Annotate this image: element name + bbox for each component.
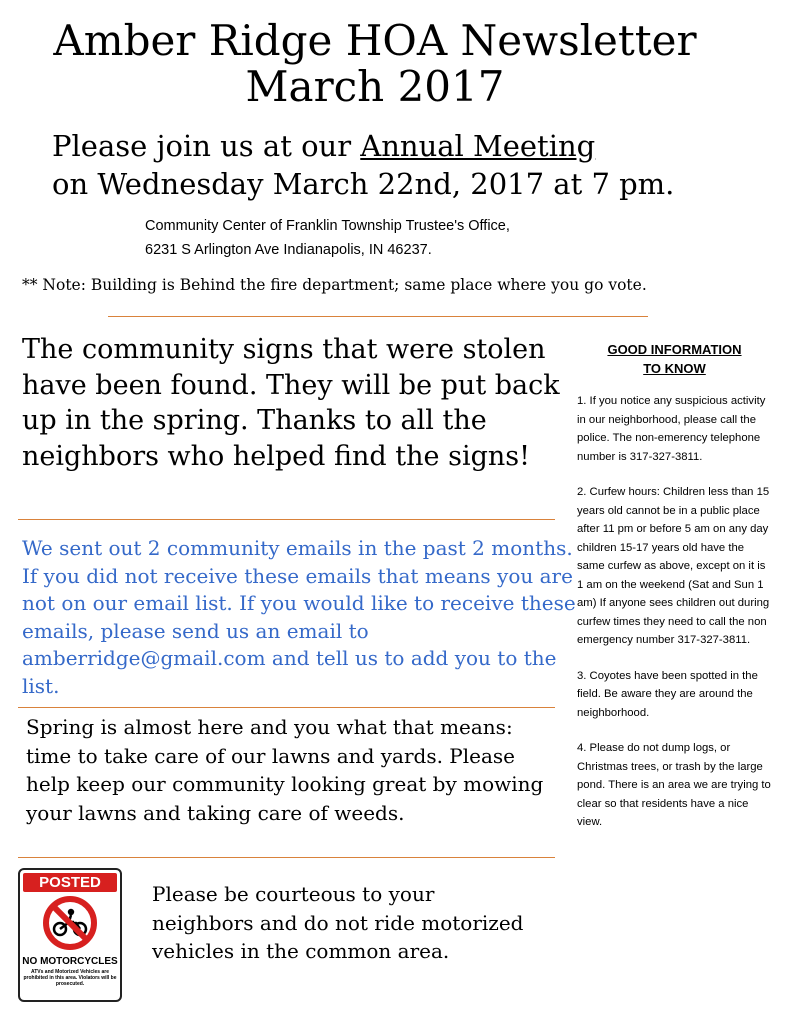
sidebar-heading [577,340,772,378]
sidebar-heading-line-1: GOOD INFORMATION [607,342,742,357]
divider-spring [18,857,555,858]
sidebar-item-dumping: 4. Please do not dump logs, or Christmas trees, or trash by the large pond. There is an area we are trying to clear so that residents have a nice view. [577,742,771,828]
sidebar-item-coyotes: 3. Coyotes have been spotted in the field. Be aware they are around the neighborhood. [577,669,758,719]
motorized-vehicles-article: Please be courteous to your neighbors and do not ride motorized vehicles in the common area. [152,882,524,963]
posted-no-motorcycles-sign [18,868,122,1002]
sign-main-text: NO MOTORCYCLES [22,956,118,967]
divider-emails [18,707,555,708]
newsletter-title [0,18,750,110]
meeting-intro: Please join us at our [52,129,361,163]
location-line-2: 6231 S Arlington Ave Indianapolis, IN 46237. [145,242,432,258]
sidebar-heading-line-2: TO KNOW [643,361,706,376]
no-motorcycle-icon [20,895,120,956]
email-list-article: We sent out 2 community emails in the past 2 months. If you did not receive these emails that means you are not on our email list. If you would like to receive these emails, please send us an email to amberridge@gmail.com and tell us to add you to the list. [22,536,576,698]
meeting-location [145,214,705,262]
signs-found-article: The community signs that were stolen have been found. They will be put back up in the spring. Thanks to all the neighbors who helped find the signs! [22,334,560,472]
meeting-line-1 [52,127,772,165]
title-line-2: March 2017 [245,62,505,111]
meeting-announcement [52,127,772,203]
title-line-1: Amber Ridge HOA Newsletter [53,16,697,65]
sign-posted-header: POSTED [23,873,117,892]
sidebar-item-curfew: 2. Curfew hours: Children less than 15 years old cannot be in a public place after 11 pm or before 5 am on any day children 15-17 years old have the same curfew as above, except on it is 1 am on the weekend (Sat and Sun 1 am) If anyone sees children out during curfew times they need to call the non emergency number 317-327-3811. [577,486,770,646]
sidebar-item-suspicious-activity: 1. If you notice any suspicious activity in our neighborhood, please call the police. The non-emerency telephone number is 317-327-3811. [577,395,766,463]
annual-meeting-text: Annual Meeting [360,129,596,163]
building-note: ** Note: Building is Behind the fire department; same place where you go vote. [22,276,647,294]
divider-signs [18,519,555,520]
spring-lawn-article: Spring is almost here and you what that means: time to take care of our lawns and yards. Please help keep our community looking great by mowing your lawns and taking care of weeds. [26,715,544,825]
good-information-sidebar [577,340,772,849]
location-line-1: Community Center of Franklin Township Trustee's Office, [145,218,510,234]
sign-fine-print: ATVs and Motorized Vehicles are prohibited in this area. Violators will be prosecuted. [23,969,117,987]
divider-top [108,316,648,317]
meeting-line-2: on Wednesday March 22nd, 2017 at 7 pm. [52,167,675,201]
